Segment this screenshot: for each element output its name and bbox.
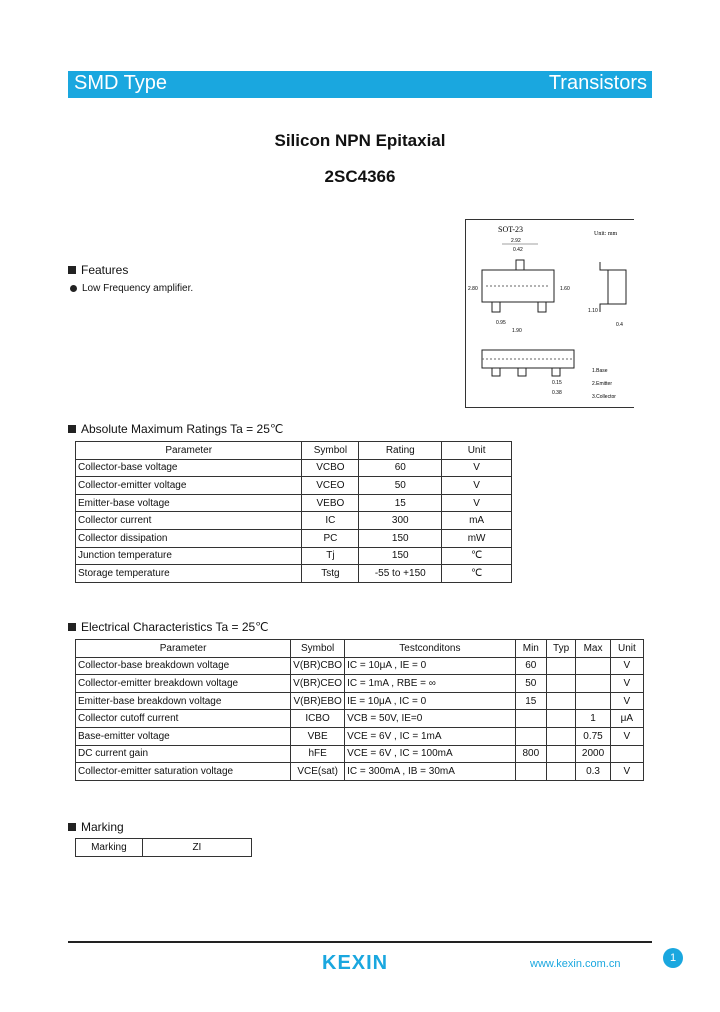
- column-header: Parameter: [76, 442, 302, 460]
- legend-emitter: 2.Emitter: [592, 381, 613, 387]
- symbol-cell: hFE: [291, 745, 345, 763]
- table-row: [76, 459, 512, 477]
- min-cell: 800: [515, 745, 546, 763]
- parameter-cell: Base-emitter voltage: [76, 727, 291, 745]
- symbol-cell: V(BR)CEO: [291, 675, 345, 693]
- feature-item: [70, 283, 193, 294]
- unit-cell: [610, 745, 643, 763]
- symbol-cell: Tstg: [302, 565, 359, 583]
- package-unit: Unit: mm: [594, 231, 618, 237]
- footer-divider: [68, 941, 652, 943]
- parameter-cell: Collector current: [76, 512, 302, 530]
- column-header: Unit: [442, 442, 512, 460]
- header-product-type: Transistors: [548, 72, 647, 94]
- dim-label: 0.42: [513, 247, 523, 253]
- condition-cell: VCB = 50V, IE=0: [345, 710, 516, 728]
- table-row: [76, 512, 512, 530]
- abs-max-heading: [68, 422, 283, 436]
- min-cell: [515, 763, 546, 781]
- document-title: Silicon NPN Epitaxial: [274, 131, 446, 150]
- min-cell: [515, 727, 546, 745]
- unit-cell: μA: [610, 710, 643, 728]
- parameter-cell: Collector-base breakdown voltage: [76, 657, 291, 675]
- part-number: 2SC4366: [324, 167, 396, 186]
- condition-cell: IC = 300mA , IB = 30mA: [345, 763, 516, 781]
- table-row: [76, 529, 512, 547]
- symbol-cell: VCE(sat): [291, 763, 345, 781]
- column-header: Unit: [610, 640, 643, 658]
- typ-cell: [546, 657, 575, 675]
- unit-cell: V: [610, 763, 643, 781]
- symbol-cell: V(BR)CBO: [291, 657, 345, 675]
- table-header-row: [76, 640, 644, 658]
- unit-cell: ℃: [442, 547, 512, 565]
- symbol-cell: VBE: [291, 727, 345, 745]
- table-row: [76, 710, 644, 728]
- parameter-cell: Collector-base voltage: [76, 459, 302, 477]
- column-header: Parameter: [76, 640, 291, 658]
- condition-cell: IE = 10μA , IC = 0: [345, 692, 516, 710]
- condition-cell: VCE = 6V , IC = 1mA: [345, 727, 516, 745]
- rating-cell: -55 to +150: [359, 565, 442, 583]
- page-number-badge: 1: [663, 948, 683, 968]
- table-row: [76, 763, 644, 781]
- marking-heading: [68, 820, 124, 834]
- parameter-cell: Collector dissipation: [76, 529, 302, 547]
- table-row: [76, 657, 644, 675]
- max-cell: [576, 675, 610, 693]
- rating-cell: 50: [359, 477, 442, 495]
- square-bullet-icon: [68, 823, 76, 831]
- typ-cell: [546, 675, 575, 693]
- elec-char-table: [75, 639, 644, 781]
- dim-label: 1.90: [512, 328, 522, 334]
- dim-label: 0.4: [616, 322, 623, 328]
- rating-cell: 300: [359, 512, 442, 530]
- rating-cell: 15: [359, 494, 442, 512]
- elec-heading-text: Electrical Characteristics Ta = 25℃: [81, 620, 269, 634]
- column-header: Min: [515, 640, 546, 658]
- typ-cell: [546, 727, 575, 745]
- typ-cell: [546, 710, 575, 728]
- table-row: [76, 565, 512, 583]
- unit-cell: mA: [442, 512, 512, 530]
- parameter-cell: DC current gain: [76, 745, 291, 763]
- marking-heading-text: Marking: [81, 820, 124, 834]
- feature-item-text: Low Frequency amplifier.: [82, 283, 194, 294]
- condition-cell: IC = 1mA , RBE = ∞: [345, 675, 516, 693]
- typ-cell: [546, 692, 575, 710]
- max-cell: 0.3: [576, 763, 610, 781]
- rating-cell: 60: [359, 459, 442, 477]
- marking-table: [75, 838, 252, 857]
- legend-base: 1.Base: [592, 368, 608, 374]
- table-row: [76, 547, 512, 565]
- dim-label: 1.10: [588, 308, 598, 314]
- parameter-cell: Emitter-base breakdown voltage: [76, 692, 291, 710]
- parameter-cell: Collector cutoff current: [76, 710, 291, 728]
- symbol-cell: IC: [302, 512, 359, 530]
- table-header-row: [76, 442, 512, 460]
- column-header: Rating: [359, 442, 442, 460]
- square-bullet-icon: [68, 266, 76, 274]
- max-cell: 2000: [576, 745, 610, 763]
- table-row: [76, 727, 644, 745]
- elec-heading: [68, 620, 269, 634]
- square-bullet-icon: [68, 425, 76, 433]
- column-header: Typ: [546, 640, 575, 658]
- unit-cell: V: [610, 692, 643, 710]
- dim-label: 2.80: [468, 286, 478, 292]
- parameter-cell: Collector-emitter breakdown voltage: [76, 675, 291, 693]
- footer-url[interactable]: www.kexin.com.cn: [530, 958, 621, 970]
- column-header: Max: [576, 640, 610, 658]
- symbol-cell: VEBO: [302, 494, 359, 512]
- marking-label-cell: Marking: [76, 839, 143, 857]
- min-cell: [515, 710, 546, 728]
- symbol-cell: VCBO: [302, 459, 359, 477]
- typ-cell: [546, 745, 575, 763]
- features-heading: [68, 263, 128, 277]
- table-row: [76, 839, 252, 857]
- unit-cell: ℃: [442, 565, 512, 583]
- unit-cell: V: [442, 459, 512, 477]
- table-row: [76, 692, 644, 710]
- table-row: [76, 745, 644, 763]
- circle-bullet-icon: [70, 285, 77, 292]
- dim-label: 1.60: [560, 286, 570, 292]
- unit-cell: V: [610, 675, 643, 693]
- package-drawing: [465, 219, 634, 408]
- symbol-cell: PC: [302, 529, 359, 547]
- square-bullet-icon: [68, 623, 76, 631]
- abs-max-table: [75, 441, 512, 583]
- symbol-cell: ICBO: [291, 710, 345, 728]
- min-cell: 60: [515, 657, 546, 675]
- min-cell: 50: [515, 675, 546, 693]
- table-row: [76, 675, 644, 693]
- kexin-logo: KEXIN: [322, 952, 389, 974]
- condition-cell: IC = 10μA , IE = 0: [345, 657, 516, 675]
- typ-cell: [546, 763, 575, 781]
- min-cell: 15: [515, 692, 546, 710]
- symbol-cell: VCEO: [302, 477, 359, 495]
- abs-max-heading-text: Absolute Maximum Ratings Ta = 25℃: [81, 422, 284, 436]
- parameter-cell: Collector-emitter voltage: [76, 477, 302, 495]
- marking-value-cell: ZI: [142, 839, 251, 857]
- symbol-cell: Tj: [302, 547, 359, 565]
- column-header: Testconditons: [345, 640, 516, 658]
- rating-cell: 150: [359, 547, 442, 565]
- table-row: [76, 494, 512, 512]
- legend-collector: 3.Collector: [592, 394, 616, 400]
- header-category: SMD Type: [74, 72, 167, 94]
- table-row: [76, 477, 512, 495]
- header-bar: [68, 71, 652, 98]
- parameter-cell: Junction temperature: [76, 547, 302, 565]
- parameter-cell: Collector-emitter saturation voltage: [76, 763, 291, 781]
- condition-cell: VCE = 6V , IC = 100mA: [345, 745, 516, 763]
- unit-cell: mW: [442, 529, 512, 547]
- max-cell: 1: [576, 710, 610, 728]
- dim-label: 0.15: [552, 380, 562, 386]
- dim-label: 0.38: [552, 390, 562, 396]
- max-cell: 0.75: [576, 727, 610, 745]
- dim-label: 2.92: [511, 238, 521, 244]
- features-heading-text: Features: [81, 263, 129, 277]
- max-cell: [576, 657, 610, 675]
- dim-label: 0.95: [496, 320, 506, 326]
- column-header: Symbol: [291, 640, 345, 658]
- symbol-cell: V(BR)EBO: [291, 692, 345, 710]
- unit-cell: V: [610, 727, 643, 745]
- package-name: SOT-23: [498, 225, 524, 234]
- rating-cell: 150: [359, 529, 442, 547]
- unit-cell: V: [442, 494, 512, 512]
- max-cell: [576, 692, 610, 710]
- parameter-cell: Storage temperature: [76, 565, 302, 583]
- unit-cell: V: [610, 657, 643, 675]
- unit-cell: V: [442, 477, 512, 495]
- parameter-cell: Emitter-base voltage: [76, 494, 302, 512]
- sot23-outline-diagram: [466, 220, 634, 407]
- column-header: Symbol: [302, 442, 359, 460]
